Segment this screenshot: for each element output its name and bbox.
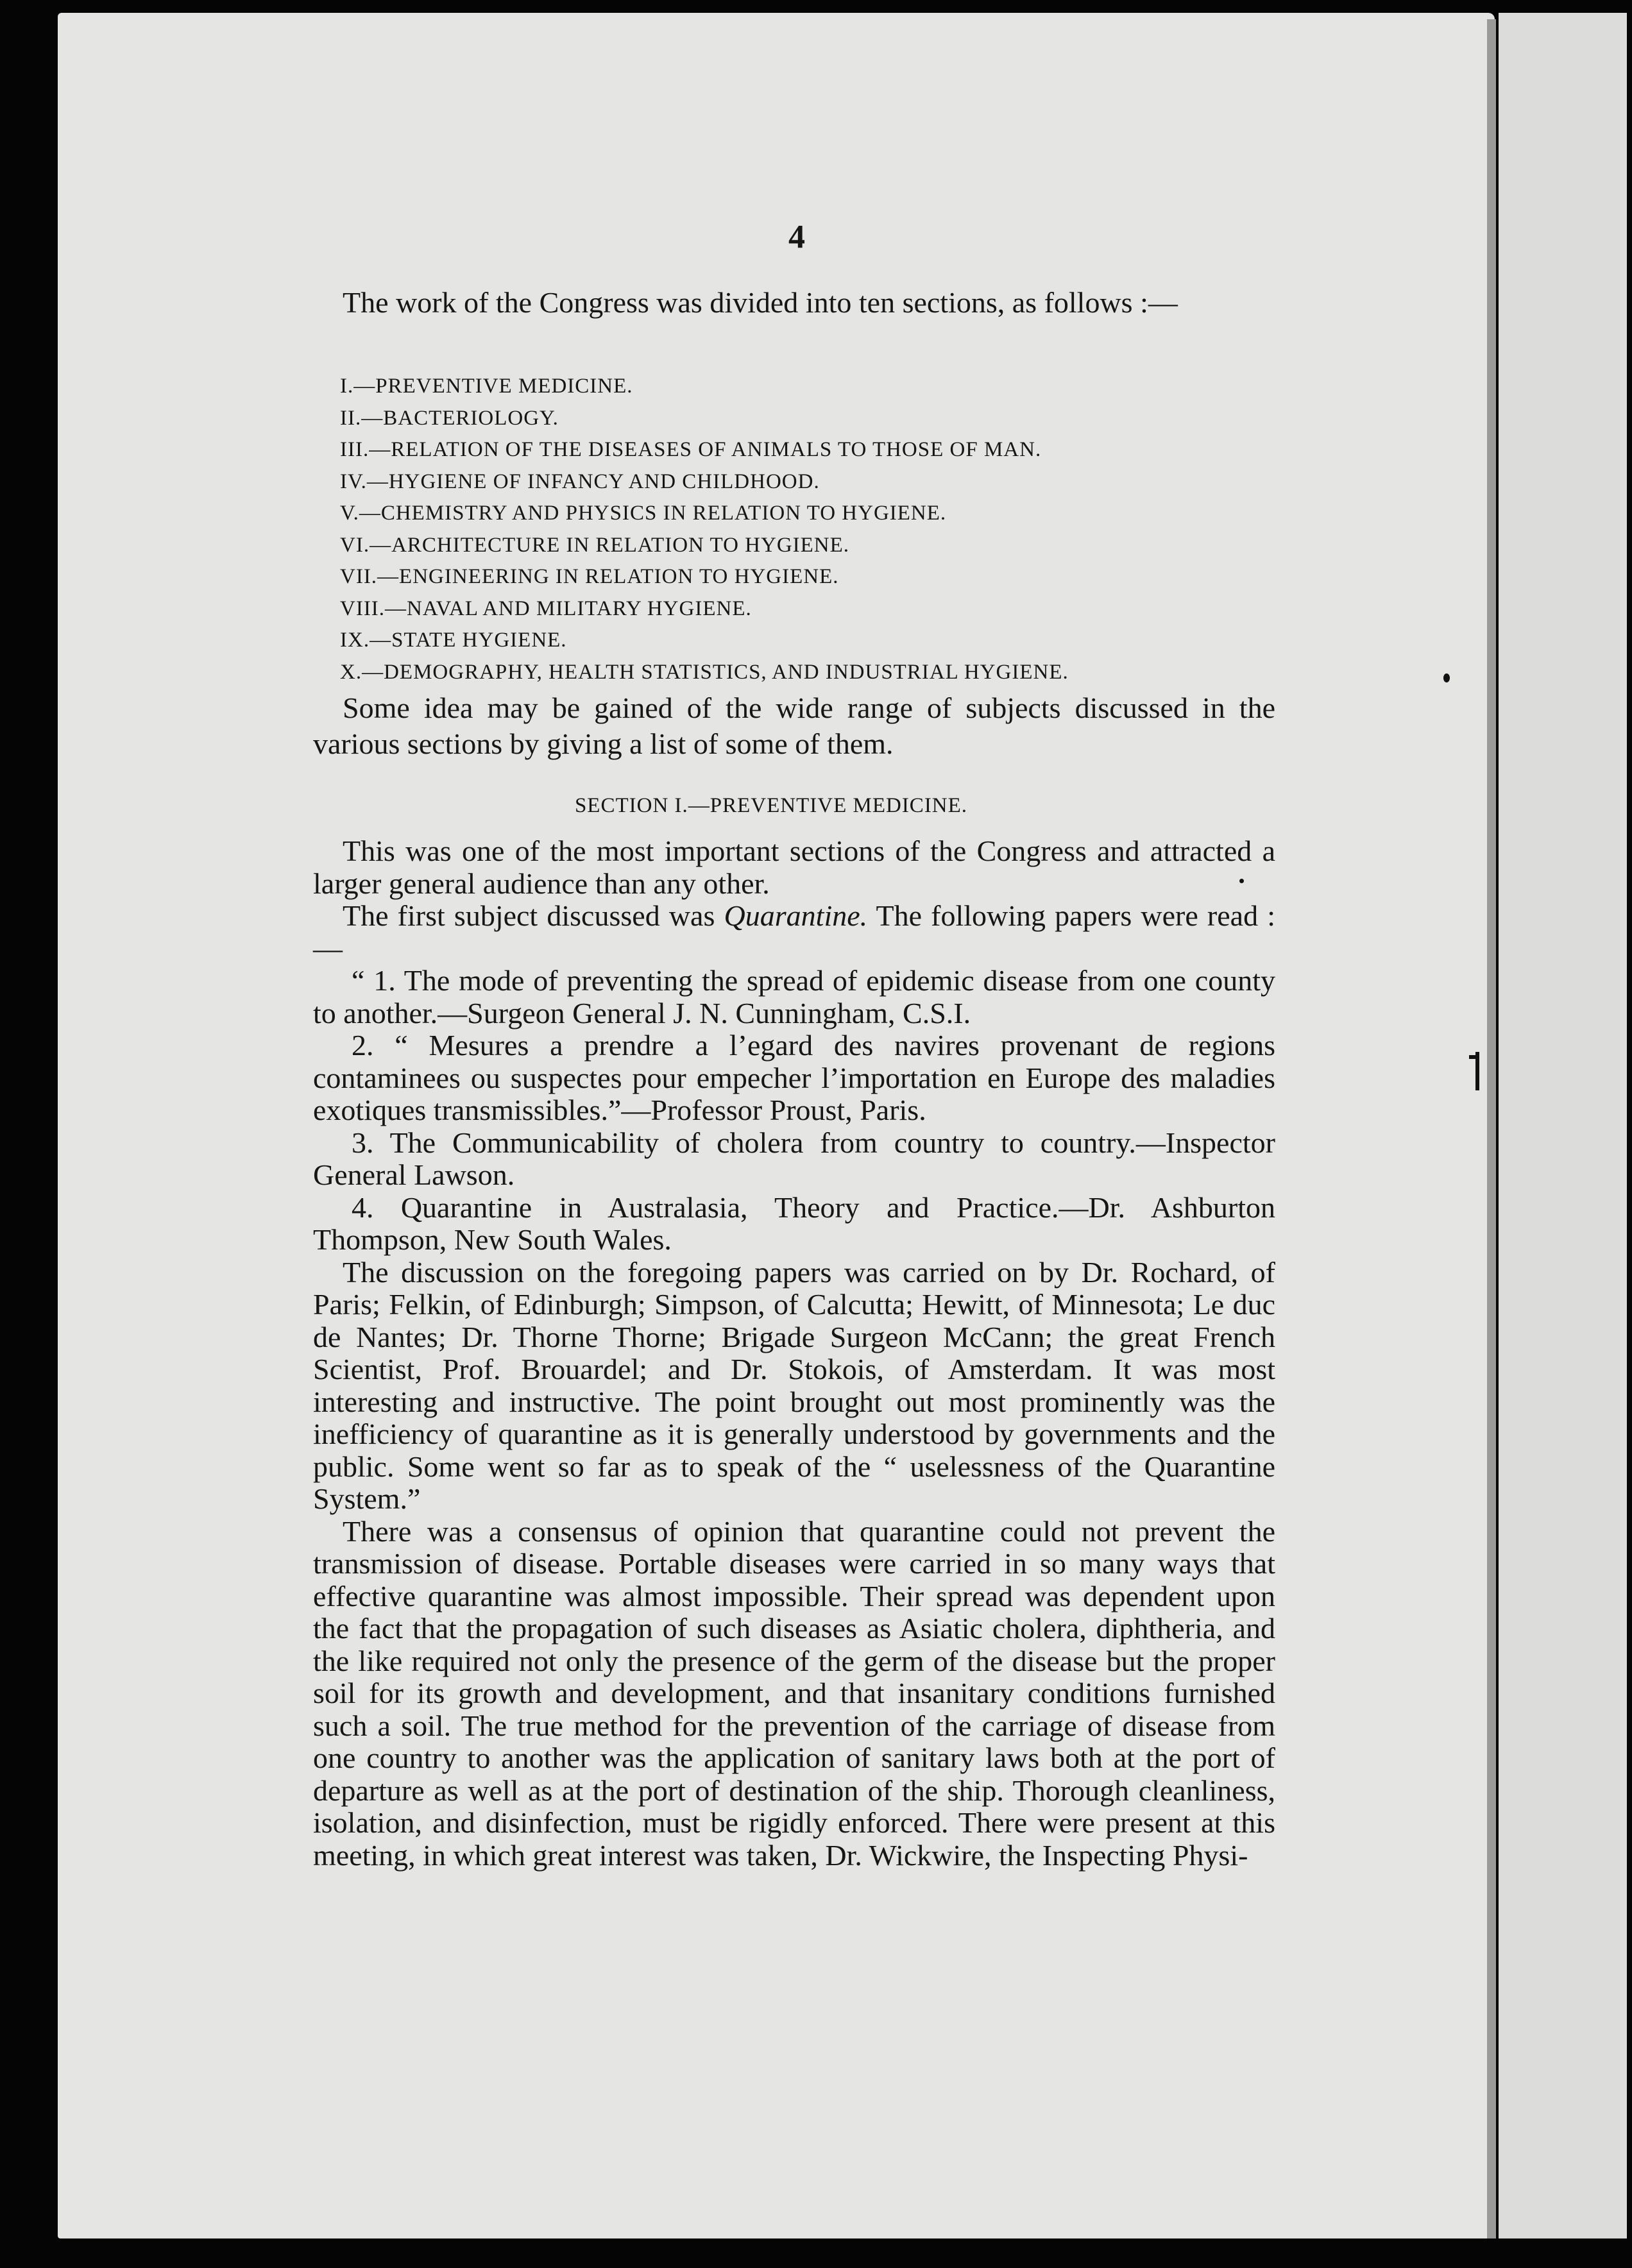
list-item: VI.—ARCHITECTURE IN RELATION TO HYGIENE.	[340, 533, 850, 557]
section-heading-text: SECTION I.—PREVENTIVE MEDICINE.	[574, 794, 968, 817]
section-heading	[0, 794, 1632, 818]
body-paragraph	[313, 900, 1275, 965]
paper-item: 3. The Communicability of cholera from country to country.—Inspector General Lawson.	[313, 1126, 1275, 1191]
list-item: I.—PREVENTIVE MEDICINE.	[340, 375, 633, 398]
paper-item: 4. Quarantine in Australasia, Theory and Practice.—Dr. Ashburton Thompson, New South Wales.	[313, 1190, 1275, 1256]
list-item: III.—RELATION OF THE DISEASES OF ANIMALS TO THOSE OF MAN.	[340, 438, 1042, 461]
body-emphasis: Quarantine.	[724, 899, 868, 932]
list-item: V.—CHEMISTRY AND PHYSICS IN RELATION TO HYGIENE.	[340, 502, 947, 525]
list-item: IX.—STATE HYGIENE.	[340, 629, 567, 652]
list-item: VIII.—NAVAL AND MILITARY HYGIENE.	[340, 597, 752, 620]
list-item: II.—BACTERIOLOGY.	[340, 406, 559, 430]
adjacent-page-edge	[1499, 13, 1627, 2238]
list-item: VII.—ENGINEERING IN RELATION TO HYGIENE.	[340, 565, 839, 588]
body-text: The following papers were read :—	[313, 899, 1275, 965]
intro-paragraph: The work of the Congress was divided into ten sections, as follows :—	[343, 286, 1178, 319]
paper-item: 2. “ Mesures a prendre a l’egard des navires provenant de regions contaminees ou suspectes pour empecher l’importation en Europe des maladies exotiques transmissibles.”—Professor Proust, Paris.	[313, 1029, 1275, 1126]
body-paragraph: This was one of the most important sections of the Congress and attracted a larger general audience than any other.	[313, 834, 1275, 900]
section-body	[313, 835, 1275, 1872]
range-paragraph: Some idea may be gained of the wide range of subjects discussed in the various sections by giving a list of some of them.	[313, 691, 1275, 760]
body-paragraph: The discussion on the foregoing papers was carried on by Dr. Rochard, of Paris; Felkin, of Edinburgh; Simpson, of Calcutta; Hewitt, of Minnesota; Le duc de Nantes; Dr. Thorne Thorne; Brigade Surgeon McCann; the great French Scientist, Prof. Brouardel; and Dr. Stokois, of Amsterdam. It was most interesting and instructive. The point brought out most prominently was the inefficiency of quarantine as it is generally understood by governments and the public. Some went so far as to speak of the “ uselessness of the Quarantine System.”	[313, 1255, 1275, 1515]
scan-speck	[1239, 879, 1244, 883]
body-paragraph: There was a consensus of opinion that quarantine could not prevent the transmission of disease. Portable diseases were carried in so many ways that effective quarantine was almost impossible. Their spread was dependent upon the fact that the propagation of such diseases as Asiatic cholera, diphtheria, and the like required not only the presence of the germ of the disease but the proper soil for its growth and development, and that insanitary conditions furnished such a soil. The true method for the prevention of the carriage of disease from one country to another was the application of sanitary laws both at the port of departure as well as at the port of destination of the ship. Thorough cleanliness, isolation, and disinfection, must be rigidly enforced. There were present at this meeting, in which great interest was taken, Dr. Wickwire, the Inspecting Physi-	[313, 1514, 1275, 1872]
scan-mark	[1469, 1055, 1479, 1059]
list-item: IV.—HYGIENE OF INFANCY AND CHILDHOOD.	[340, 470, 820, 493]
body-text: The first subject discussed was	[343, 899, 724, 932]
scan-speck	[1443, 673, 1450, 682]
list-item: X.—DEMOGRAPHY, HEALTH STATISTICS, AND INDUSTRIAL HYGIENE.	[340, 660, 1069, 684]
page-gutter-shadow	[1487, 19, 1496, 2238]
page-number: 4	[788, 219, 805, 255]
sections-list	[340, 371, 1302, 688]
paper-item: “ 1. The mode of preventing the spread of epidemic disease from one county to another.—Surgeon General J. N. Cunningham, C.S.I.	[313, 964, 1275, 1029]
